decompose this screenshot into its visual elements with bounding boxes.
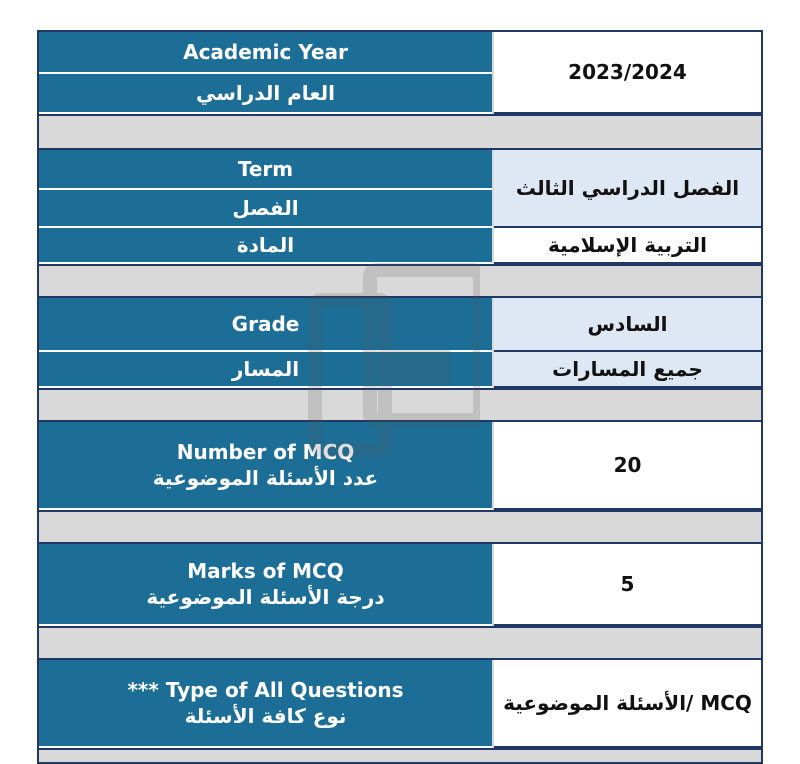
separator-row [39, 114, 761, 150]
separator-row [39, 626, 761, 660]
separator-row [39, 510, 761, 544]
academic-year-label-en: Academic Year [39, 32, 492, 74]
term-label-ar: الفصل [39, 190, 492, 228]
grade-value: السادس [494, 298, 761, 352]
separator-row [39, 748, 761, 764]
track-label-ar: المسار [39, 352, 492, 388]
question-type-value: الأسئلة الموضوعية/ MCQ [494, 660, 761, 748]
exam-info-table [37, 30, 763, 764]
separator-row [39, 388, 761, 422]
term-value: الفصل الدراسي الثالث [494, 150, 761, 228]
grade-label-en: Grade [39, 298, 492, 352]
academic-year-value: 2023/2024 [494, 32, 761, 114]
question-type-label [39, 660, 492, 748]
mcq-marks-label [39, 544, 492, 626]
mcq-count-label-en: Number of MCQ [176, 440, 355, 464]
term-label-en: Term [39, 150, 492, 190]
question-type-label-ar: نوع كافة الأسئلة [184, 704, 347, 728]
mcq-marks-label-ar: درجة الأسئلة الموضوعية [146, 585, 385, 609]
mcq-count-label [39, 422, 492, 510]
subject-label-ar: المادة [39, 228, 492, 264]
separator-row [39, 264, 761, 298]
mcq-count-label-ar: عدد الأسئلة الموضوعية [152, 466, 379, 490]
academic-year-label-ar: العام الدراسي [39, 74, 492, 114]
question-type-label-en: *** Type of All Questions [127, 678, 404, 702]
mcq-marks-label-en: Marks of MCQ [187, 559, 344, 583]
mcq-marks-value: 5 [494, 544, 761, 626]
track-value: جميع المسارات [494, 352, 761, 388]
subject-value: التربية الإسلامية [494, 228, 761, 264]
mcq-count-value: 20 [494, 422, 761, 510]
